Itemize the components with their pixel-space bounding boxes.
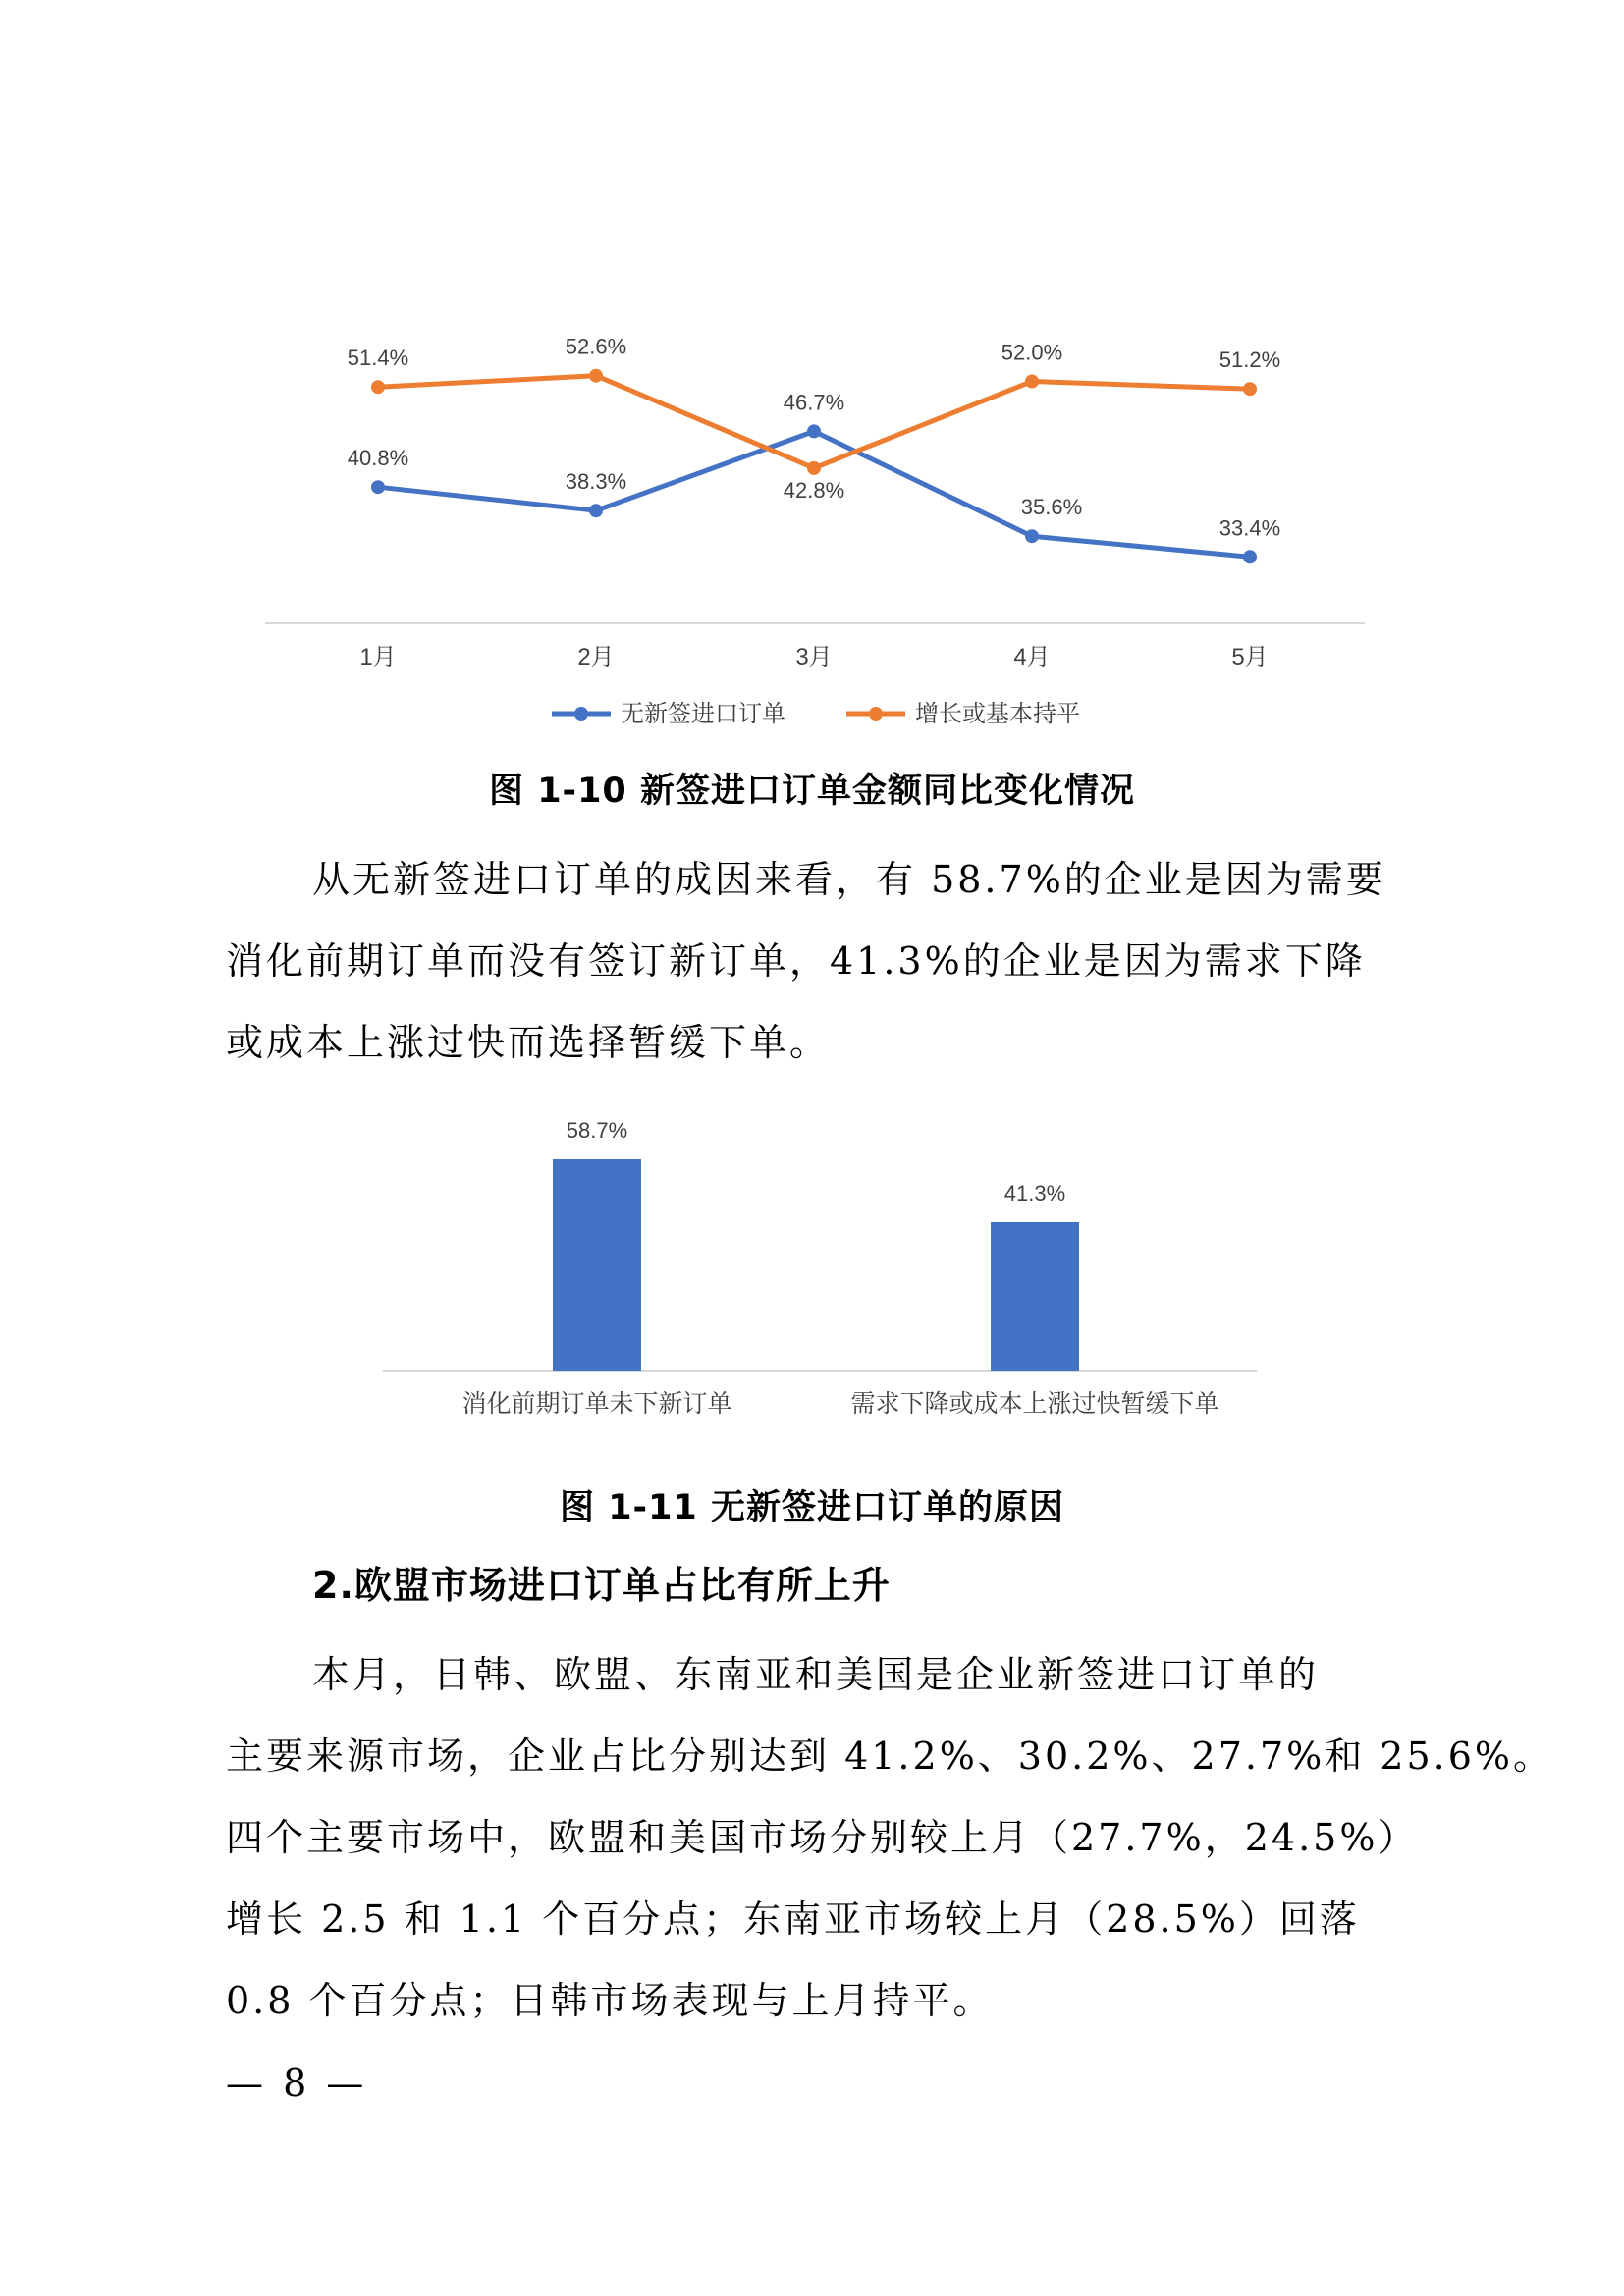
paragraph-line: 或成本上涨过快而选择暂缓下单。 bbox=[226, 1021, 831, 1064]
paragraph-line: 消化前期订单而没有签订新订单，41.3%的企业是因为需求下降 bbox=[226, 939, 1366, 983]
x-tick-label: 5月 bbox=[1231, 644, 1269, 670]
data-label: 40.8% bbox=[347, 446, 409, 471]
data-point bbox=[371, 380, 385, 394]
data-point bbox=[371, 480, 385, 494]
bar-data-label: 58.7% bbox=[566, 1117, 628, 1143]
data-label: 33.4% bbox=[1218, 515, 1281, 541]
bar-data-label: 41.3% bbox=[1003, 1181, 1066, 1206]
legend-marker bbox=[574, 707, 588, 721]
data-label: 52.0% bbox=[1001, 340, 1063, 365]
legend-label: 增长或基本持平 bbox=[915, 701, 1080, 727]
paragraph-line: 从无新签进口订单的成因来看，有 58.7%的企业是因为需要 bbox=[312, 858, 1386, 901]
data-point bbox=[589, 369, 603, 383]
data-point bbox=[1025, 529, 1039, 543]
data-point bbox=[807, 461, 821, 475]
figure-caption-1-11: 图 1-11 无新签进口订单的原因 bbox=[560, 1488, 1064, 1527]
paragraph-order-reasons bbox=[226, 839, 1414, 1084]
data-label: 51.4% bbox=[347, 346, 409, 371]
chart-legend bbox=[552, 701, 1080, 727]
paragraph-line: 主要来源市场，企业占比分别达到 41.2%、30.2%、27.7%和 25.6%。 bbox=[226, 1735, 1554, 1778]
paragraph-line: 0.8 个百分点；日韩市场表现与上月持平。 bbox=[226, 1979, 994, 2022]
data-point bbox=[1243, 550, 1257, 563]
paragraph-line: 本月，日韩、欧盟、东南亚和美国是企业新签进口订单的 bbox=[312, 1653, 1320, 1696]
paragraph-eu-market bbox=[226, 1634, 1554, 2042]
data-label: 42.8% bbox=[783, 477, 845, 503]
data-point bbox=[589, 504, 603, 517]
data-point bbox=[1025, 375, 1039, 389]
bar bbox=[553, 1159, 641, 1371]
legend-label: 无新签进口订单 bbox=[621, 701, 785, 727]
bar-category-label: 消化前期订单未下新订单 bbox=[461, 1390, 732, 1417]
line-series-group bbox=[348, 335, 1280, 564]
data-label: 35.6% bbox=[1020, 495, 1083, 520]
figure-caption-1-10: 图 1-10 新签进口订单金额同比变化情况 bbox=[489, 772, 1135, 811]
x-tick-label: 1月 bbox=[359, 644, 397, 670]
section-heading: 2.欧盟市场进口订单占比有所上升 bbox=[312, 1564, 891, 1607]
x-tick-label: 4月 bbox=[1013, 644, 1051, 670]
data-label: 51.2% bbox=[1218, 347, 1281, 373]
paragraph-line: 增长 2.5 和 1.1 个百分点；东南亚市场较上月（28.5%）回落 bbox=[226, 1897, 1360, 1941]
bar-chart bbox=[373, 1090, 1276, 1443]
data-label: 38.3% bbox=[565, 469, 627, 495]
data-point bbox=[1243, 382, 1257, 396]
data-label: 46.7% bbox=[783, 390, 845, 415]
legend-marker bbox=[869, 707, 883, 721]
x-tick-label: 2月 bbox=[577, 644, 615, 670]
bar bbox=[991, 1222, 1079, 1371]
bar-category-label: 需求下降或成本上涨过快暂缓下单 bbox=[850, 1390, 1219, 1417]
data-point bbox=[807, 424, 821, 438]
line-chart bbox=[245, 294, 1384, 746]
page-number: — 8 — bbox=[226, 2061, 368, 2105]
x-tick-labels bbox=[359, 644, 1268, 670]
paragraph-line: 四个主要市场中，欧盟和美国市场分别较上月（27.7%，24.5%） bbox=[226, 1816, 1419, 1859]
bar-series-group bbox=[461, 1118, 1218, 1417]
x-tick-label: 3月 bbox=[795, 644, 833, 670]
data-label: 52.6% bbox=[565, 334, 627, 359]
